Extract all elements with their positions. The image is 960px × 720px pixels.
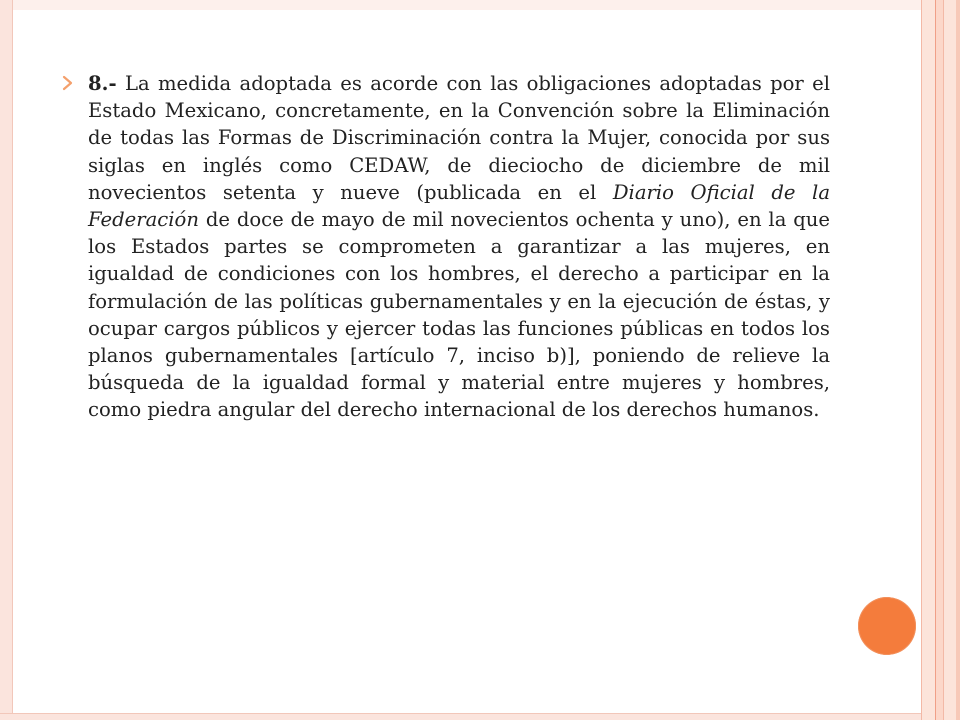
left-border — [0, 0, 13, 720]
bottom-border — [0, 713, 960, 720]
bullet-item — [62, 70, 830, 424]
top-border — [0, 0, 960, 10]
orange-chevron-bullet-icon — [62, 75, 74, 91]
paragraph-text-part-1: La medida adoptada es acorde con las obligaciones adoptadas por el Estado Mexicano, concretamente, en la Convención sobre la Eliminación de todas las Formas de Discriminación contra la Mujer, conocida por sus siglas en inglés como CEDAW, de dieciocho de diciembre de mil novecientos setenta y nueve (publicada en el — [88, 72, 830, 204]
paragraph-text-part-2: de doce de mayo de mil novecientos ochenta y uno), en la que los Estados partes se comprometen a garantizar a las mujeres, en igualdad de condiciones con los hombres, el derecho a participar en la formulación de las políticas gubernamentales y en la ejecución de éstas, y ocupar cargos públicos y ejercer todas las funciones públicas en todos los planos gubernamentales [artículo 7, inciso b)], poniendo de relieve la búsqueda de la igualdad formal y material entre mujeres y hombres, como piedra angular del derecho internacional de los derechos humanos. — [88, 208, 830, 422]
item-number: 8.- — [88, 72, 117, 95]
bullet-paragraph — [88, 70, 830, 424]
orange-circle-decoration — [858, 597, 916, 655]
slide-content — [62, 70, 830, 424]
right-decorative-stripes — [920, 0, 960, 720]
publication-title: Diario Oficial de la Federación — [88, 180, 830, 232]
